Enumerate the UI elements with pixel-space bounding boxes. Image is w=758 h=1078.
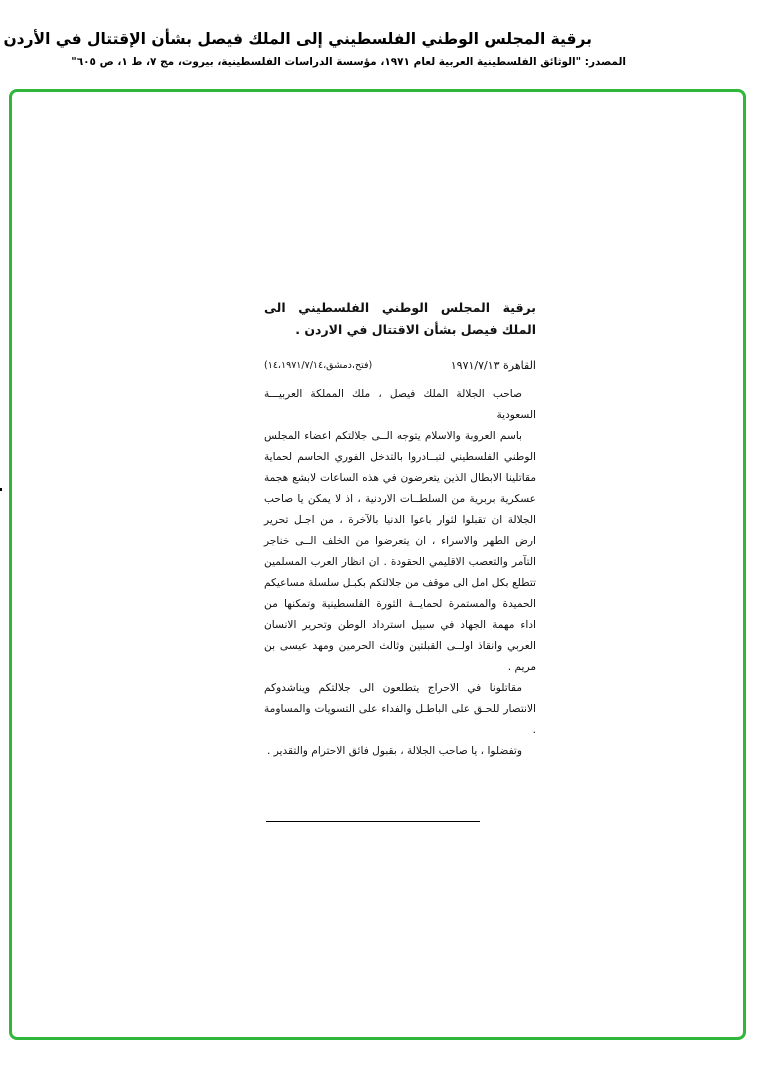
scan-mark <box>0 488 2 491</box>
scanned-document <box>264 297 536 762</box>
salutation-paragraph: صاحب الجلالة الملك فيصل ، ملك المملكة العربيـــة السعودية <box>264 388 536 421</box>
closing-divider <box>266 821 480 822</box>
body-paragraph: باسم العروبة والاسلام يتوجه الــى جلالتكم اعضاء المجلس الوطني الفلسطيني لتبــادروا بالتدخل الفوري الحاسم لحماية مقاتلينا الابطال الذين يتعرضون في هذه الساعات لابشع هجمة عسكرية بربرية من السلطــات الاردنية ، اذ لا يمكن يا صاحب الجلالة ان تقبلوا لثوار باعوا الدنيا بالآخرة ، من اجـل تحرير ارض الطهر والاسراء ، ان يتعرضوا من الخلف الــى خناجر التآمر والتعصب الاقليمي الحقودة . ان انظار العرب المسلمين تتطلع بكل امل الى موقف من جلالتكم بكبـل سلسلة مساعيكم الحميدة والمستمرة لحمايــة الثورة الفلسطينية وتمكنها من اداء مهمة الجهاد في سبيل استرداد الوطن وتحرير الانسان العربي وانقاذ اولــى القبلتين وثالث الحرمين ومهد عيسى بن مريم . <box>264 430 536 673</box>
source-citation: المصدر: "الوثائق الفلسطينية العربية لعام ١٩٧١، مؤسسة الدراسات الفلسطينية، بيروت، مج ٧، ط ١، ص ٦٠٥" <box>71 56 626 68</box>
dispatch-reference: (فتح،دمشق،١٤،١٩٧١/٧/١٤) <box>264 360 373 371</box>
body-paragraph: مقاتلونا في الاحراج يتطلعون الى جلالتكم ويناشدوكم الانتصار للحـق على الباطـل والفداء على التسويات والمساومة . <box>264 682 536 736</box>
closing-paragraph: وتفضلوا ، يا صاحب الجلالة ، بقبول فائق الاحترام والتقدير . <box>266 745 522 757</box>
place-date: القاهرة ١٩٧١/٧/١٣ <box>450 359 536 372</box>
page-header <box>0 0 758 86</box>
dateline <box>264 357 536 374</box>
document-title: برقية المجلس الوطني الفلسطيني الى الملك فيصل بشأن الاقتتال في الاردن . <box>264 300 536 337</box>
page-title: برقية المجلس الوطني الفلسطيني إلى الملك فيصل بشأن الإقتتال في الأردن <box>3 30 592 48</box>
